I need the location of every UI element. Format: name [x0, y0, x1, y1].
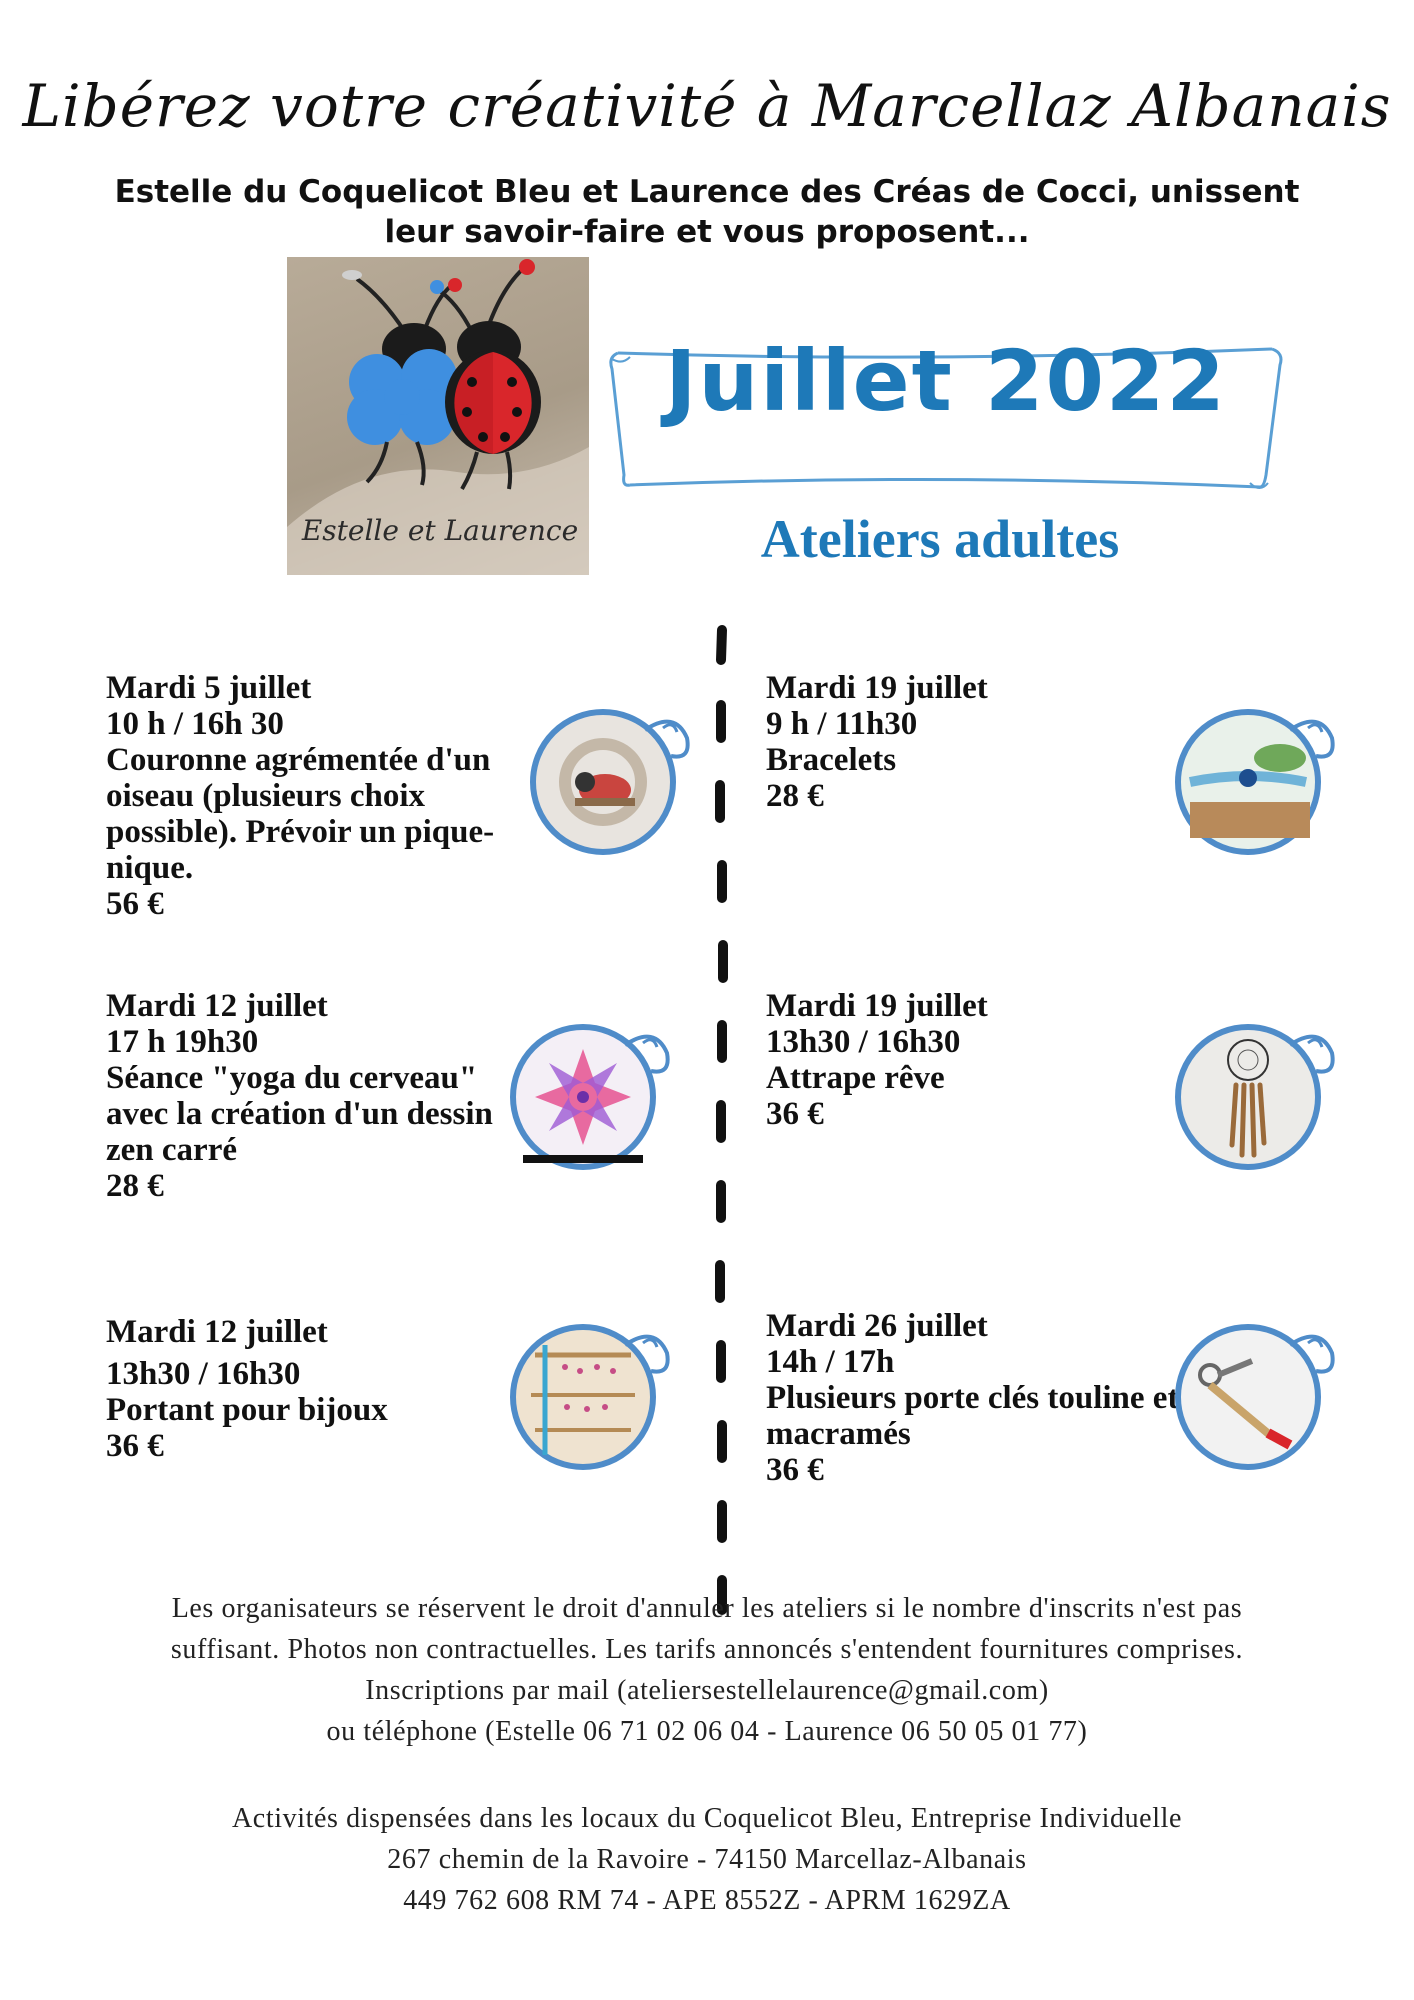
- page-title: Libérez votre créativité à Marcellaz Albanais: [22, 72, 1392, 140]
- footer-line: 449 762 608 RM 74 - APE 8552Z - APRM 1629ZA: [403, 1885, 1011, 1916]
- footer-line: Les organisateurs se réservent le droit d'annuler les ateliers si le nombre d'inscrits n'est pas: [171, 1593, 1243, 1624]
- mandala-drawing-icon: [505, 1005, 675, 1175]
- workshop-date: Mardi 19 juillet: [766, 670, 988, 706]
- workshop-description: Attrape rêve: [766, 1060, 945, 1096]
- workshop-date: Mardi 26 juillet: [766, 1308, 988, 1344]
- footer-disclaimer: [50, 1588, 1364, 1752]
- photo-caption: Estelle et Laurence: [301, 514, 579, 547]
- bracelet-icon: [1170, 690, 1340, 860]
- workshop-price: 56 €: [106, 886, 164, 922]
- footer-address: [50, 1798, 1364, 1921]
- workshop-left-2: [106, 988, 536, 1204]
- bird-wreath-icon: [525, 690, 695, 860]
- workshop-time: 10 h / 16h 30: [106, 706, 284, 742]
- workshop-price: 36 €: [766, 1096, 824, 1132]
- workshop-price: 28 €: [766, 778, 824, 814]
- footer-line: Activités dispensées dans les locaux du Coquelicot Bleu, Entreprise Individuelle: [231, 1803, 1182, 1834]
- footer-line: ou téléphone (Estelle 06 71 02 06 04 - Laurence 06 50 05 01 77): [326, 1716, 1088, 1747]
- workshop-right-2: [766, 988, 1186, 1132]
- workshop-description: Bracelets: [766, 742, 897, 778]
- workshop-price: 36 €: [106, 1428, 164, 1464]
- subtitle-line-1: Estelle du Coquelicot Bleu et Laurence des Créas de Cocci, unissent: [114, 174, 1300, 210]
- workshop-description: Portant pour bijoux: [106, 1392, 388, 1428]
- workshop-date: Mardi 12 juillet: [106, 988, 328, 1024]
- workshop-date: Mardi 19 juillet: [766, 988, 988, 1024]
- workshop-description: Plusieurs porte clés touline et macramés: [766, 1380, 1179, 1452]
- dreamcatcher-icon: [1170, 1005, 1340, 1175]
- workshop-date: Mardi 12 juillet: [106, 1314, 328, 1350]
- workshop-left-3: [106, 1314, 536, 1464]
- footer-line: 267 chemin de la Ravoire - 74150 Marcellaz-Albanais: [387, 1844, 1027, 1875]
- workshop-left-1: [106, 670, 536, 922]
- workshop-time: 13h30 / 16h30: [106, 1356, 301, 1392]
- workshop-price: 28 €: [106, 1168, 164, 1204]
- footer-line: Inscriptions par mail (ateliersestellelaurence@gmail.com): [365, 1675, 1049, 1706]
- workshop-time: 17 h 19h30: [106, 1024, 259, 1060]
- workshop-date: Mardi 5 juillet: [106, 670, 312, 706]
- month-title: Juillet 2022: [665, 332, 1227, 430]
- workshop-price: 36 €: [766, 1452, 824, 1488]
- keychain-icon: [1170, 1305, 1340, 1475]
- section-heading: Ateliers adultes: [760, 509, 1120, 569]
- workshop-description: Séance "yoga du cerveau" avec la création d'un dessin zen carré: [106, 1060, 493, 1168]
- ladybugs-photo: [287, 257, 589, 575]
- workshop-right-3: [766, 1308, 1186, 1488]
- subtitle-line-2: leur savoir-faire et vous proposent...: [384, 214, 1030, 250]
- footer-line: suffisant. Photos non contractuelles. Les tarifs annoncés s'entendent fournitures comprises.: [170, 1634, 1244, 1665]
- workshop-description: Couronne agrémentée d'un oiseau (plusieurs choix possible). Prévoir un pique-nique.: [106, 742, 495, 886]
- jewelry-stand-icon: [505, 1305, 675, 1475]
- workshop-time: 9 h / 11h30: [766, 706, 918, 742]
- workshop-time: 14h / 17h: [766, 1344, 895, 1380]
- page-subtitle: [60, 172, 1354, 252]
- center-dashed-divider: [700, 620, 740, 1620]
- workshop-time: 13h30 / 16h30: [766, 1024, 961, 1060]
- workshop-right-1: [766, 670, 1186, 814]
